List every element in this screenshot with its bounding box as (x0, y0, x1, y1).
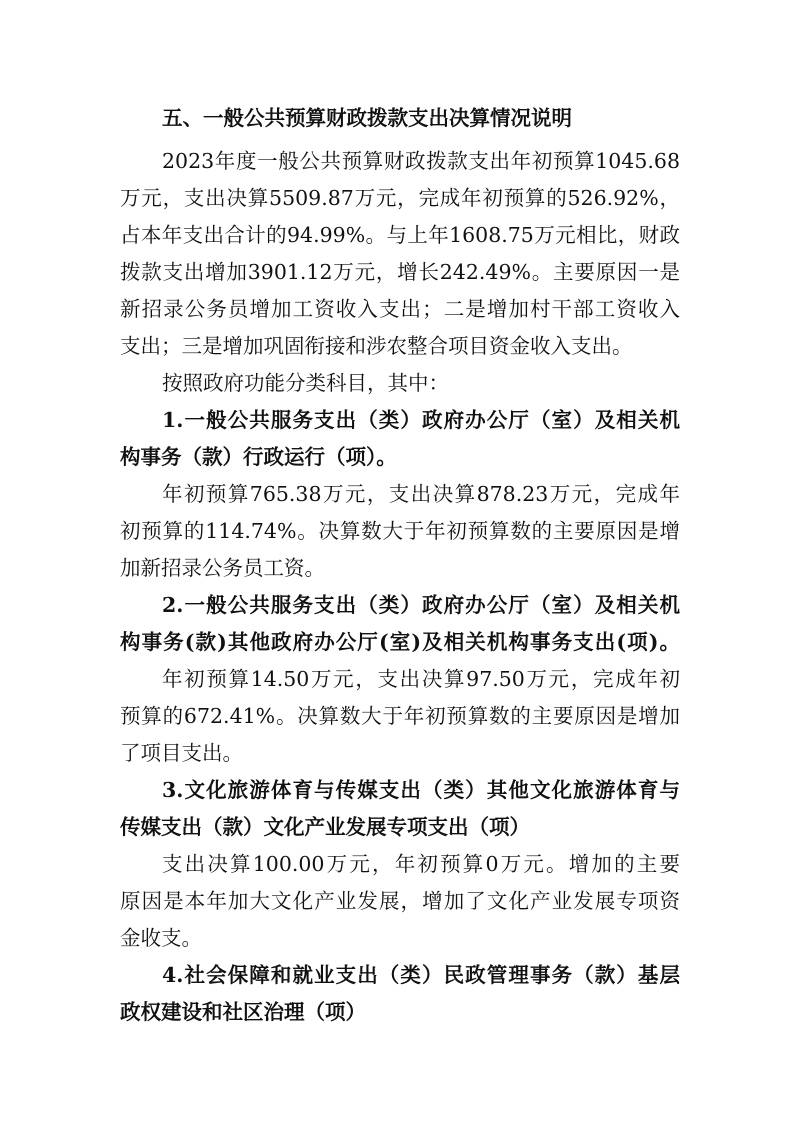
item-body-line: 原因是本年加大文化产业发展，增加了文化产业发展专项资 (120, 889, 680, 913)
item-body-line: 年初预算14.50万元，支出决算97.50万元，完成年初 (162, 667, 680, 691)
item-title-line: 2.一般公共服务支出（类）政府办公厅（室）及相关机 (162, 593, 680, 617)
item-title-line: 政权建设和社区治理（项） (120, 1000, 366, 1024)
item-title-line: 传媒支出（款）文化产业发展专项支出（项） (120, 815, 530, 839)
item-body-line: 支出决算100.00万元，年初预算0万元。增加的主要 (162, 852, 680, 876)
item-title-line: 3.文化旅游体育与传媒支出（类）其他文化旅游体育与 (162, 778, 680, 802)
item-body-line: 预算的672.41%。决算数大于年初预算数的主要原因是增加 (120, 704, 680, 728)
classification-intro: 按照政府功能分类科目，其中： (162, 371, 449, 395)
item-body-line: 年初预算765.38万元，支出决算878.23万元，完成年 (162, 482, 680, 506)
item-title-line: 1.一般公共服务支出（类）政府办公厅（室）及相关机 (162, 408, 680, 432)
intro-line: 新招录公务员增加工资收入支出；二是增加村干部工资收入 (120, 297, 680, 321)
item-body-line: 加新招录公务员工资。 (120, 556, 325, 580)
item-body-line: 了项目支出。 (120, 741, 243, 765)
item-body-line: 初预算的114.74%。决算数大于年初预算数的主要原因是增 (120, 519, 680, 543)
intro-line: 支出；三是增加巩固衔接和涉农整合项目资金收入支出。 (120, 334, 633, 358)
intro-line: 拨款支出增加3901.12万元，增长242.49%。主要原因一是 (120, 260, 680, 284)
intro-line: 占本年支出合计的94.99%。与上年1608.75万元相比，财政 (120, 223, 680, 247)
section-heading: 五、一般公共预算财政拨款支出决算情况说明 (162, 106, 572, 130)
item-title-line: 构事务（款）行政运行（项）。 (120, 445, 397, 469)
item-title-line: 构事务(款)其他政府办公厅(室)及相关机构事务支出(项)。 (120, 630, 680, 654)
item-body-line: 金收支。 (120, 926, 202, 950)
item-title-line: 4.社会保障和就业支出（类）民政管理事务（款）基层 (162, 963, 680, 987)
intro-line: 2023年度一般公共预算财政拨款支出年初预算1045.68 (162, 149, 680, 173)
intro-line: 万元，支出决算5509.87万元，完成年初预算的526.92%， (120, 186, 680, 210)
